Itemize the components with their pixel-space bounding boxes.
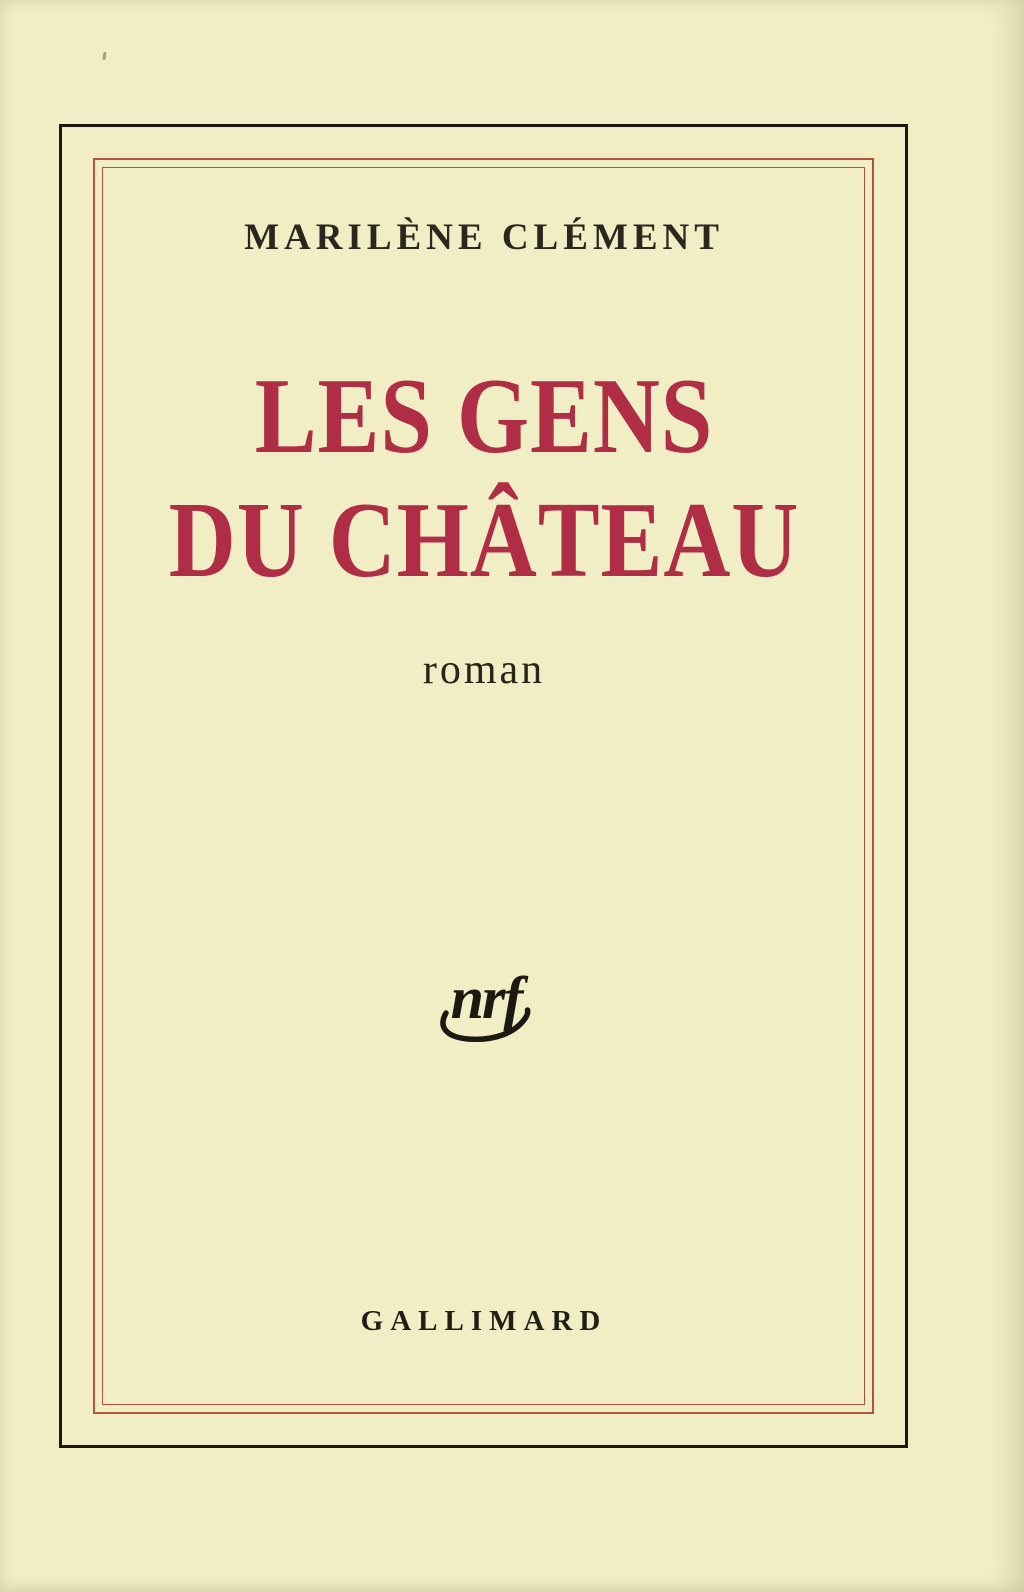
red-rule-outer xyxy=(93,158,874,1414)
nrf-logo-icon xyxy=(414,961,554,1047)
author-name: MARILÈNE CLÉMENT xyxy=(244,217,724,258)
book-title-line-1: LES GENS xyxy=(254,357,714,476)
outer-black-frame xyxy=(59,124,908,1448)
book-title-line-2: DU CHÂTEAU xyxy=(168,481,800,600)
red-rule-inner xyxy=(102,167,865,1405)
genre-label: roman xyxy=(422,647,546,693)
nrf-logo-text: nrf xyxy=(450,965,522,1031)
publisher-name: GALLIMARD xyxy=(360,1305,608,1337)
nrf-logo xyxy=(60,961,908,1047)
book-title xyxy=(119,355,848,603)
scan-artifact xyxy=(102,52,106,60)
